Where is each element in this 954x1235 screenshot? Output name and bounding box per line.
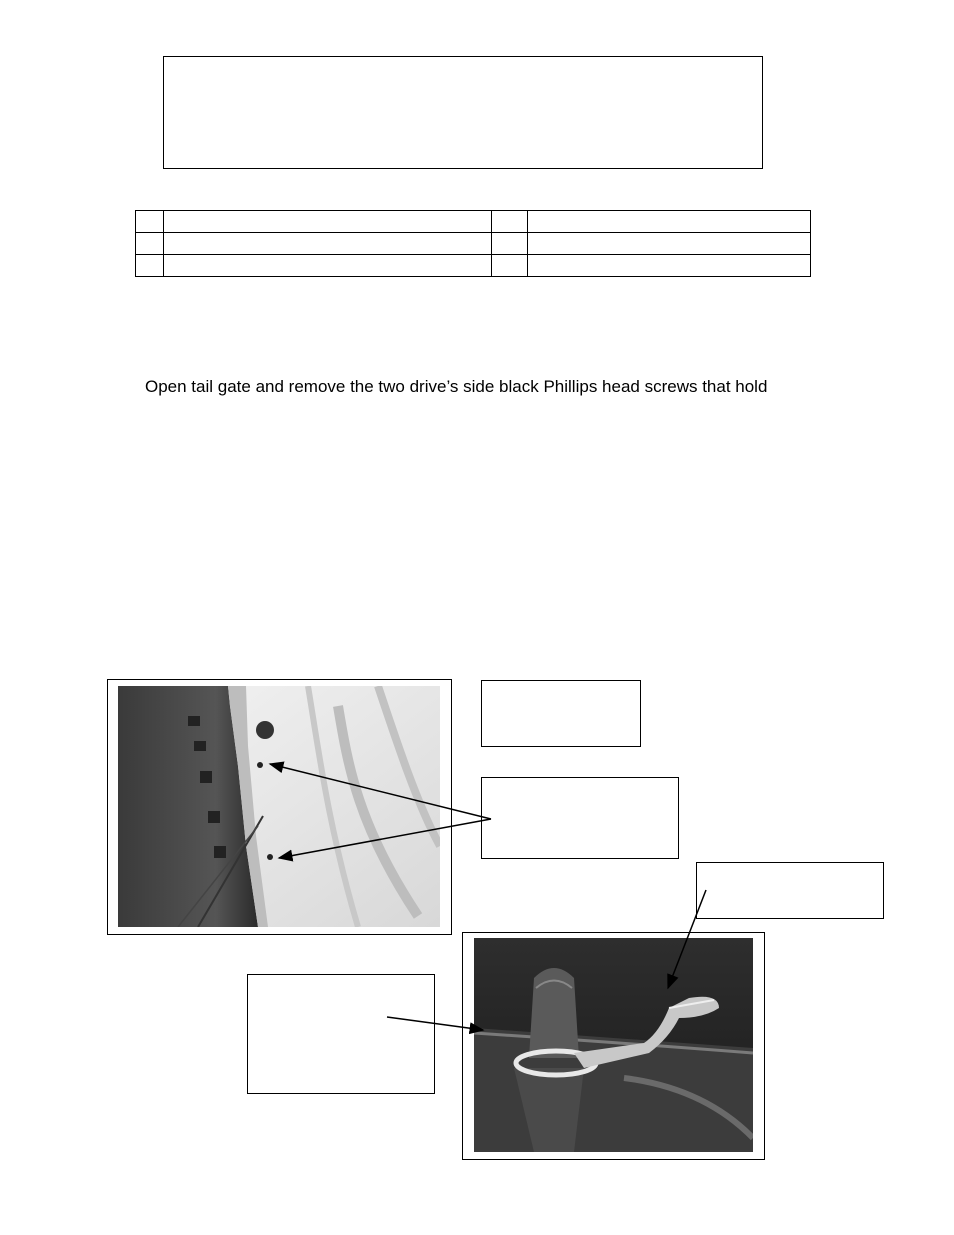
arrow-to-trim [387,1017,483,1030]
instruction-text: Open tail gate and remove the two drive’s side black Phillips head screws that hold [145,377,768,396]
arrow-to-upper-screw [270,764,491,819]
arrow-to-lower-screw [279,819,491,858]
arrow-to-clip [668,890,706,988]
